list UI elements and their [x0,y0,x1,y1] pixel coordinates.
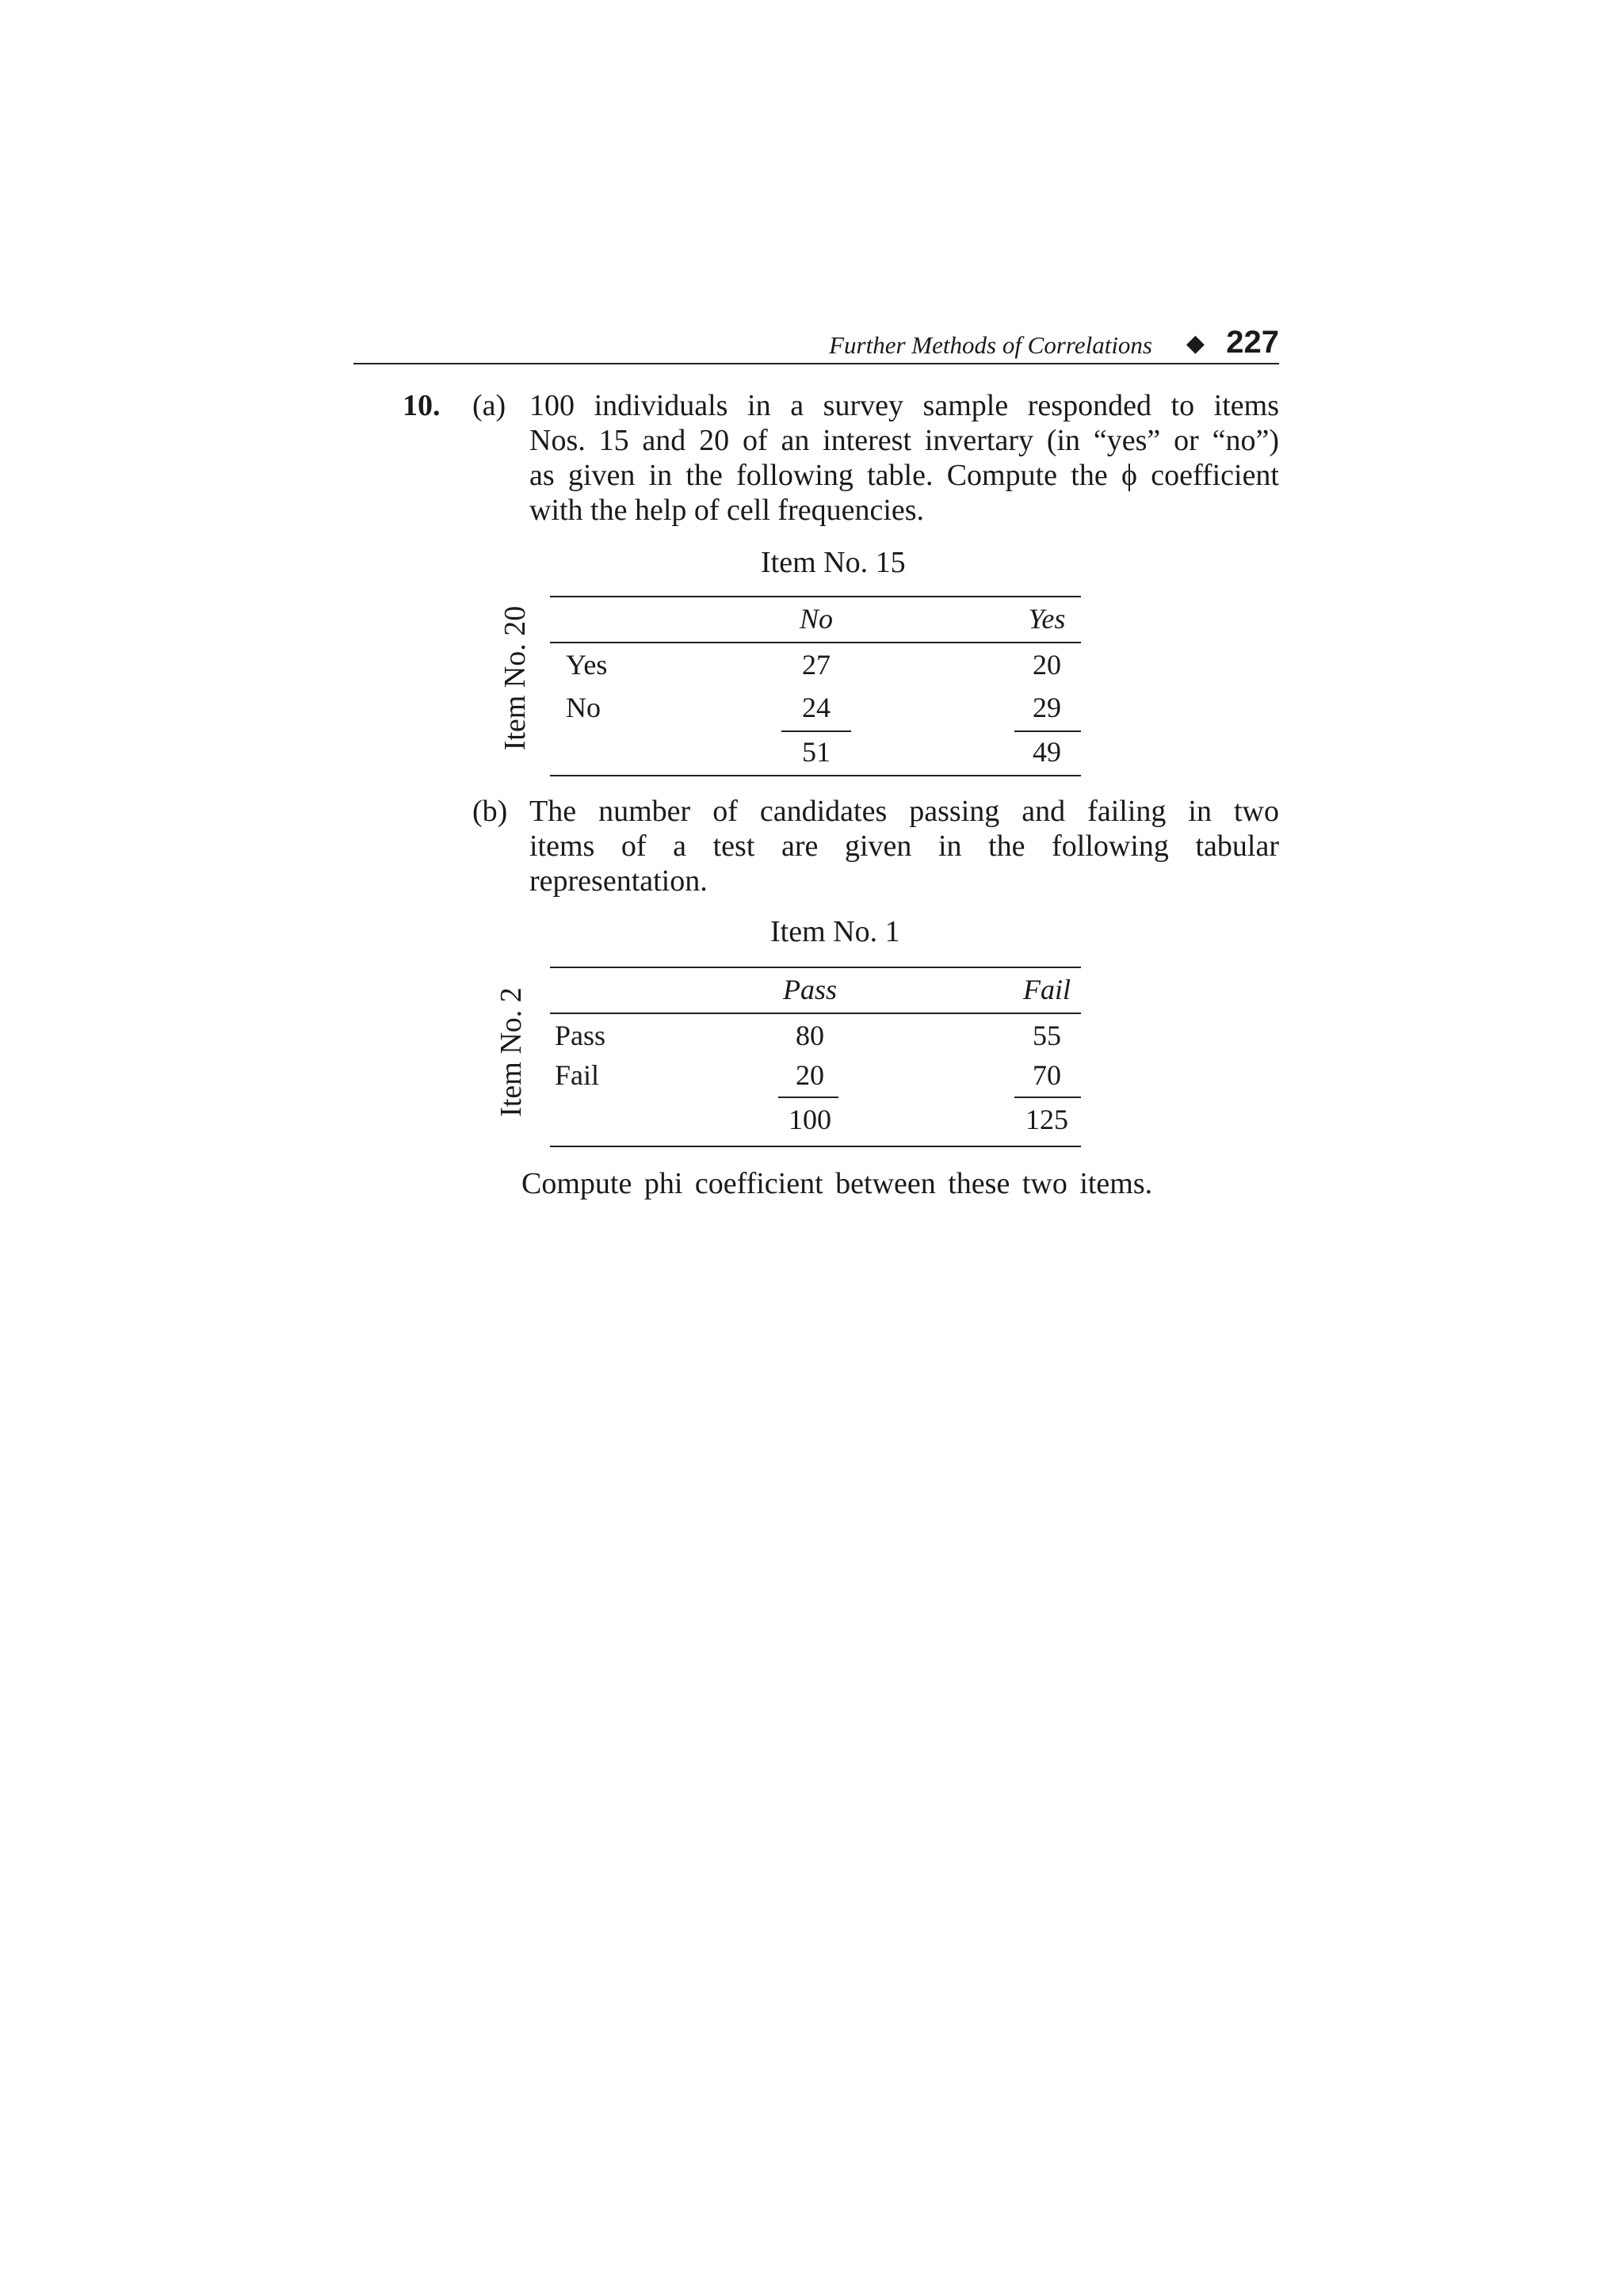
table-b-cell: 80 [796,1020,824,1051]
table-b-cell: 70 [1033,1059,1061,1091]
table-a-top-rule [550,596,1081,597]
part-a-line: with the help of cell frequencies. [529,494,925,527]
table-b-col-header: Pass [782,974,837,1005]
table-b-cell: 20 [796,1059,824,1091]
closing-instruction: Compute phi coefficient between these two items. [521,1167,1153,1200]
table-a-cell: 27 [802,649,831,681]
table-a-total: 51 [802,736,831,768]
part-a-line: Nos. 15 and 20 of an interest invertary (in “yes” or “no”) [529,424,1279,457]
table-b-top-rule [550,967,1081,968]
page-number: 227 [1226,325,1279,360]
table-b-cell: 55 [1033,1020,1061,1051]
part-a-line: as given in the following table. Compute the ϕ coefficient [529,459,1279,492]
table-a-row-label: Yes [566,649,608,681]
table-b-side-label: Item No. 2 [495,987,528,1117]
table-a-bottom-rule [550,775,1081,776]
table-a-cell: 29 [1033,692,1061,723]
part-b-label: (b) [472,795,508,828]
part-b-line: The number of candidates passing and failing in two [529,795,1279,828]
table-a-caption: Item No. 15 [761,546,906,579]
table-b-bottom-rule [550,1146,1081,1147]
table-b-caption: Item No. 1 [770,915,900,948]
part-a-text [529,388,1279,528]
table-a-sum-rule [1014,730,1081,732]
running-header [353,323,1279,363]
table-a-sum-rule [781,730,851,732]
table-b-sum-rule [1014,1097,1081,1098]
table-a-header-rule [550,642,1081,643]
table-b-col-header: Fail [1023,974,1071,1005]
part-b-text [529,794,1279,898]
table-a-col-header: No [799,603,833,635]
part-b-line: items of a test are given in the following tabular [529,830,1279,863]
table-a-side-label: Item No. 20 [498,605,532,751]
diamond-icon: ◆ [1186,330,1205,357]
table-b-row-label: Fail [555,1059,600,1091]
header-rule [353,363,1279,364]
table-b-sum-rule [778,1097,838,1098]
running-title: Further Methods of Correlations [829,331,1152,359]
table-a-row-label: No [566,692,601,723]
table-a-cell: 24 [802,692,831,723]
table-a-col-header: Yes [1028,603,1066,635]
table-b-header-rule [550,1013,1081,1014]
table-a-total: 49 [1033,736,1061,768]
question-number: 10. [403,389,441,422]
table-a-cell: 20 [1033,649,1061,681]
table-b-total: 125 [1025,1104,1068,1135]
part-b-line: representation. [529,864,708,898]
part-a-line: 100 individuals in a survey sample responded to items [529,389,1279,422]
table-b-total: 100 [789,1104,831,1135]
part-a-label: (a) [472,389,506,422]
table-b-row-label: Pass [555,1020,606,1051]
